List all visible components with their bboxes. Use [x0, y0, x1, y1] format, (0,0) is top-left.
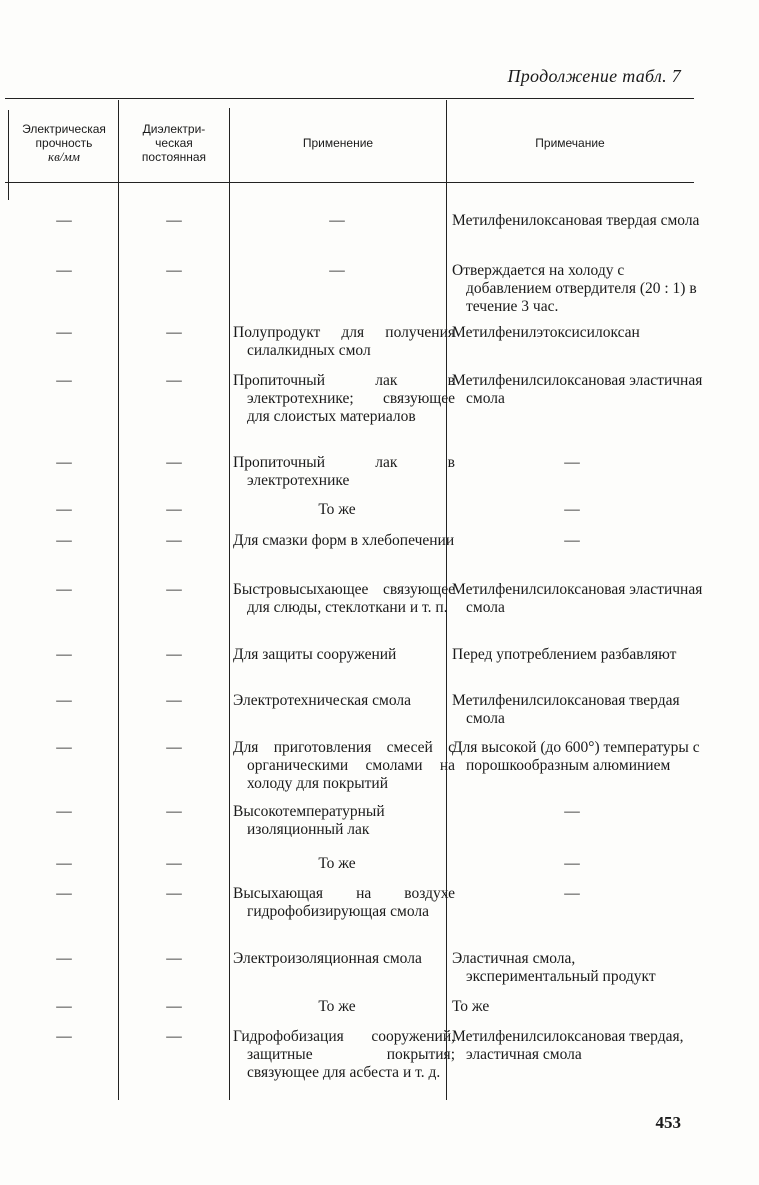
dielectric-cell: — — [166, 581, 182, 598]
column-header-note: Примечание — [535, 136, 605, 150]
note-cell: Эластичная смола, экспериментальный продукт — [452, 950, 656, 985]
strength-cell: — — [56, 212, 72, 229]
dielectric-cell: — — [166, 855, 182, 872]
note-cell: Метилфенилсилоксановая эластичная смола — [452, 372, 703, 407]
header-text: Диэлектри- — [142, 122, 206, 136]
application-cell: Высокотемпературный изоляционный лак — [233, 803, 385, 838]
application-cell: Быстровысыхающее связующее для слюды, стеклоткани и т. п. — [233, 581, 455, 616]
dielectric-cell: — — [166, 998, 182, 1015]
note-cell: Для высокой (до 600°) температуры с порошкообразным алюминием — [452, 739, 700, 774]
application-cell: Пропиточный лак в электротехнике — [233, 454, 455, 489]
application-cell: То же — [318, 501, 356, 518]
column-divider — [8, 110, 9, 200]
note-cell: — — [564, 501, 580, 518]
column-divider — [118, 100, 119, 1100]
strength-cell: — — [56, 454, 72, 471]
header-text: ческая — [155, 136, 193, 150]
strength-cell: — — [56, 646, 72, 663]
note-cell: Метилфенилэтоксисилоксан — [452, 324, 640, 341]
strength-cell: — — [56, 855, 72, 872]
strength-cell: — — [56, 324, 72, 341]
column-divider — [229, 108, 230, 1100]
header-text: постоянная — [141, 150, 207, 164]
dielectric-cell: — — [166, 803, 182, 820]
dielectric-cell: — — [166, 212, 182, 229]
column-header-dielectric — [120, 110, 228, 176]
header-text: Электрическая — [22, 122, 106, 136]
application-cell: Гидрофобизация сооружений, защитные покрытия; связующее для асбеста и т. д. — [233, 1028, 455, 1081]
application-cell: — — [329, 262, 345, 279]
application-cell: То же — [318, 998, 356, 1015]
strength-cell: — — [56, 581, 72, 598]
strength-cell: — — [56, 532, 72, 549]
dielectric-cell: — — [166, 739, 182, 756]
strength-cell: — — [56, 739, 72, 756]
note-cell: — — [564, 885, 580, 902]
application-cell: Электроизоляционная смола — [233, 950, 422, 967]
application-cell: Пропиточный лак в электротехнике; связующее для слоистых материалов — [233, 372, 455, 425]
strength-cell: — — [56, 262, 72, 279]
strength-cell: — — [56, 692, 72, 709]
note-cell: Метилфенилоксановая твердая смола — [452, 212, 700, 229]
page-number: 453 — [655, 1113, 681, 1132]
dielectric-cell: — — [166, 501, 182, 518]
column-header-strength — [10, 110, 118, 176]
application-cell: Для смазки форм в хлебопечении — [233, 532, 455, 549]
header-text: прочность — [35, 136, 93, 150]
dielectric-cell: — — [166, 646, 182, 663]
application-cell: Высыхающая на воздухе гидрофобизирующая смола — [233, 885, 455, 920]
strength-cell: — — [56, 950, 72, 967]
application-cell: Для приготовления смесей с органическими смолами на холоду для покрытий — [233, 739, 455, 792]
strength-cell: — — [56, 372, 72, 389]
table-top-rule — [5, 98, 694, 99]
application-cell: Для защиты сооружений — [233, 646, 397, 663]
strength-cell: — — [56, 885, 72, 902]
table-header-rule — [5, 182, 694, 183]
note-cell: Метилфенилсилоксановая твердая, эластичная смола — [452, 1028, 684, 1063]
column-header-application: Применение — [302, 136, 374, 150]
strength-cell: — — [56, 803, 72, 820]
note-cell: — — [564, 532, 580, 549]
strength-cell: — — [56, 998, 72, 1015]
dielectric-cell: — — [166, 885, 182, 902]
dielectric-cell: — — [166, 532, 182, 549]
dielectric-cell: — — [166, 454, 182, 471]
note-cell: Перед употреблением разбавляют — [452, 646, 677, 663]
note-cell: То же — [452, 998, 490, 1015]
dielectric-cell: — — [166, 324, 182, 341]
header-unit: кв/мм — [48, 149, 80, 164]
dielectric-cell: — — [166, 372, 182, 389]
application-cell: Полупродукт для получения силалкидных смол — [233, 324, 455, 359]
dielectric-cell: — — [166, 1028, 182, 1045]
dielectric-cell: — — [166, 692, 182, 709]
note-cell: — — [564, 454, 580, 471]
application-cell: Электротехническая смола — [233, 692, 411, 709]
note-cell: — — [564, 855, 580, 872]
note-cell: Метилфенилсилоксановая эластичная смола — [452, 581, 703, 616]
strength-cell: — — [56, 1028, 72, 1045]
page-header: Продолжение табл. 7 — [507, 66, 681, 86]
note-cell: Отверждается на холоду с добавлением отвердителя (20 : 1) в течение 3 час. — [452, 262, 697, 315]
note-cell: Метилфенилсилоксановая твердая смола — [452, 692, 680, 727]
dielectric-cell: — — [166, 950, 182, 967]
dielectric-cell: — — [166, 262, 182, 279]
application-cell: — — [329, 212, 345, 229]
application-cell: То же — [318, 855, 356, 872]
note-cell: — — [564, 803, 580, 820]
strength-cell: — — [56, 501, 72, 518]
